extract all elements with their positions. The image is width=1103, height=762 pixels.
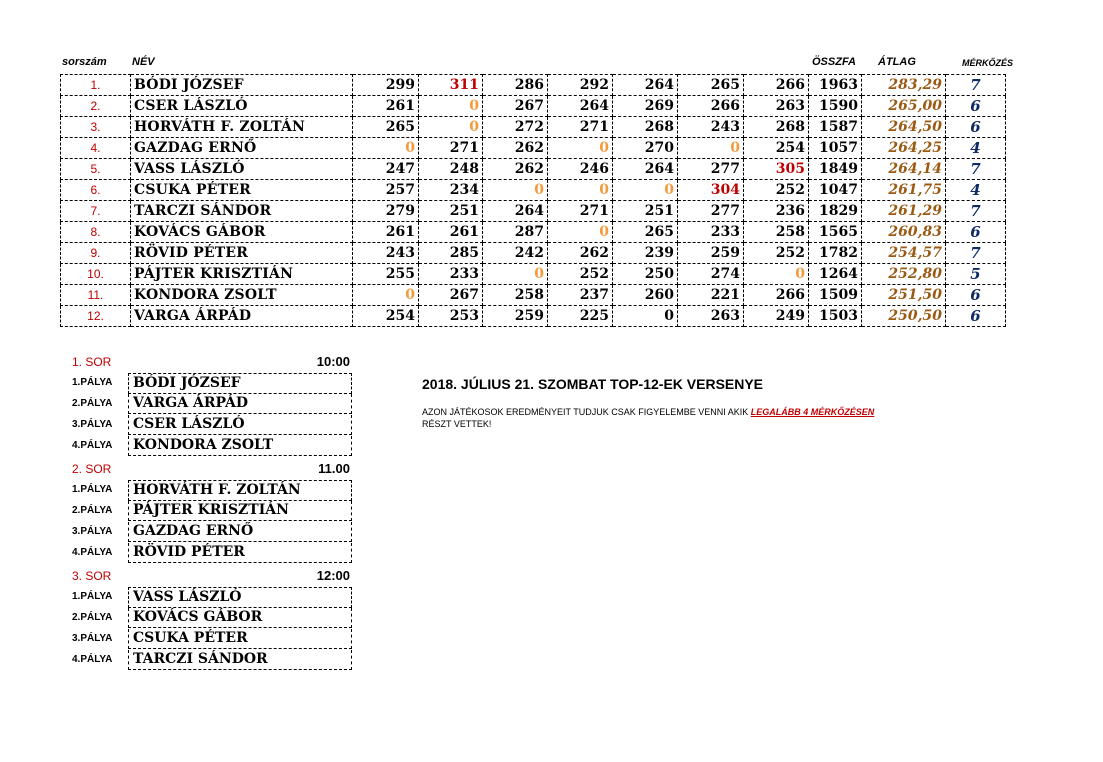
- lane-row: [72, 394, 354, 415]
- score-cell: 236: [744, 201, 809, 222]
- score-cell: 0: [419, 96, 483, 117]
- round-time: 11.00: [318, 461, 350, 476]
- table-row: [61, 138, 1006, 159]
- score-cell: 258: [483, 285, 548, 306]
- lane-row: [72, 415, 354, 436]
- score-cell: 269: [613, 96, 678, 117]
- rank-cell: 6.: [61, 180, 131, 201]
- lane-label: 2.PÁLYA: [72, 612, 113, 623]
- player-name-cell: CSER LÁSZLÓ: [131, 96, 353, 117]
- player-name-cell: VASS LÁSZLÓ: [131, 159, 353, 180]
- rank-cell: 8.: [61, 222, 131, 243]
- score-cell: 247: [353, 159, 419, 180]
- score-cell: 271: [548, 117, 613, 138]
- lane-player-name: VASS LÁSZLÓ: [128, 587, 352, 608]
- score-cell: 268: [613, 117, 678, 138]
- score-cell: 267: [483, 96, 548, 117]
- rank-cell: 7.: [61, 201, 131, 222]
- lane-row: [72, 522, 354, 543]
- matches-cell: 7: [946, 243, 1006, 264]
- header-matches: MÉRKŐZÉS: [962, 58, 1014, 68]
- table-row: [61, 96, 1006, 117]
- table-row: [61, 201, 1006, 222]
- matches-cell: 4: [946, 180, 1006, 201]
- score-cell: 277: [678, 159, 744, 180]
- score-cell: 0: [613, 180, 678, 201]
- matches-cell: 5: [946, 264, 1006, 285]
- table-row: [61, 180, 1006, 201]
- header-rank: sorszám: [62, 56, 107, 68]
- score-cell: 286: [483, 75, 548, 96]
- rank-cell: 11.: [61, 285, 131, 306]
- lane-player-name: HORVÁTH F. ZOLTÁN: [128, 480, 352, 501]
- score-cell: 0: [419, 117, 483, 138]
- note-end: RÉSZT VETTEK!: [422, 419, 492, 429]
- average-cell: 252,80: [862, 264, 946, 285]
- rank-cell: 9.: [61, 243, 131, 264]
- total-cell: 1782: [809, 243, 862, 264]
- lane-player-name: KONDORA ZSOLT: [128, 436, 352, 456]
- score-cell: 254: [353, 306, 419, 327]
- average-cell: 261,29: [862, 201, 946, 222]
- score-cell: 251: [613, 201, 678, 222]
- average-cell: 250,50: [862, 306, 946, 327]
- lane-label: 4.PÁLYA: [72, 440, 113, 451]
- score-cell: 251: [419, 201, 483, 222]
- score-cell: 262: [483, 138, 548, 159]
- matches-cell: 6: [946, 117, 1006, 138]
- table-row: [61, 243, 1006, 264]
- lane-label: 4.PÁLYA: [72, 547, 113, 558]
- score-cell: 221: [678, 285, 744, 306]
- average-cell: 254,57: [862, 243, 946, 264]
- score-cell: 270: [613, 138, 678, 159]
- note-start: AZON JÁTÉKOSOK EREDMÉNYEIT TUDJUK CSAK FIGYELEMBE VENNI AKIK: [422, 407, 751, 417]
- score-cell: 0: [613, 306, 678, 327]
- score-cell: 253: [419, 306, 483, 327]
- score-cell: 0: [353, 285, 419, 306]
- score-cell: 264: [613, 75, 678, 96]
- lane-label: 3.PÁLYA: [72, 633, 113, 644]
- score-cell: 279: [353, 201, 419, 222]
- lane-row: [72, 501, 354, 522]
- average-cell: 261,75: [862, 180, 946, 201]
- lane-label: 4.PÁLYA: [72, 654, 113, 665]
- score-cell: 249: [744, 306, 809, 327]
- lane-label: 2.PÁLYA: [72, 398, 113, 409]
- score-cell: 0: [353, 138, 419, 159]
- table-header: [60, 56, 1020, 72]
- score-cell: 257: [353, 180, 419, 201]
- score-cell: 255: [353, 264, 419, 285]
- lane-player-name: RÖVID PÉTER: [128, 543, 352, 563]
- player-name-cell: CSUKA PÉTER: [131, 180, 353, 201]
- score-cell: 263: [744, 96, 809, 117]
- score-cell: 250: [613, 264, 678, 285]
- score-cell: 262: [548, 243, 613, 264]
- lane-row: [72, 587, 354, 608]
- total-cell: 1565: [809, 222, 862, 243]
- total-cell: 1264: [809, 264, 862, 285]
- average-cell: 264,14: [862, 159, 946, 180]
- lane-label: 1.PÁLYA: [72, 484, 113, 495]
- round-label: 1. SOR: [72, 355, 112, 369]
- average-cell: 283,29: [862, 75, 946, 96]
- table-row: [61, 75, 1006, 96]
- score-cell: 239: [613, 243, 678, 264]
- score-cell: 292: [548, 75, 613, 96]
- matches-cell: 6: [946, 285, 1006, 306]
- rank-cell: 1.: [61, 75, 131, 96]
- round-time: 10:00: [316, 354, 350, 369]
- player-name-cell: KOVÁCS GÁBOR: [131, 222, 353, 243]
- score-cell: 248: [419, 159, 483, 180]
- total-cell: 1963: [809, 75, 862, 96]
- rank-cell: 4.: [61, 138, 131, 159]
- total-cell: 1849: [809, 159, 862, 180]
- matches-cell: 6: [946, 306, 1006, 327]
- score-cell: 266: [744, 285, 809, 306]
- average-cell: 265,00: [862, 96, 946, 117]
- score-cell: 261: [419, 222, 483, 243]
- score-cell: 252: [744, 243, 809, 264]
- score-cell: 259: [483, 306, 548, 327]
- table-row: [61, 285, 1006, 306]
- score-cell: 258: [744, 222, 809, 243]
- score-cell: 264: [613, 159, 678, 180]
- score-cell: 237: [548, 285, 613, 306]
- results-table: [60, 74, 1006, 327]
- average-cell: 264,50: [862, 117, 946, 138]
- total-cell: 1047: [809, 180, 862, 201]
- lane-row: [72, 373, 354, 394]
- lane-row: [72, 629, 354, 650]
- header-name: NÉV: [132, 56, 155, 68]
- score-cell: 0: [744, 264, 809, 285]
- score-cell: 0: [548, 138, 613, 159]
- total-cell: 1503: [809, 306, 862, 327]
- round-header: [72, 461, 352, 479]
- rank-cell: 5.: [61, 159, 131, 180]
- player-name-cell: GAZDAG ERNŐ: [131, 138, 353, 159]
- score-cell: 266: [744, 75, 809, 96]
- lane-player-name: BÓDI JÓZSEF: [128, 373, 352, 394]
- total-cell: 1057: [809, 138, 862, 159]
- score-cell: 305: [744, 159, 809, 180]
- score-cell: 252: [548, 264, 613, 285]
- score-cell: 252: [744, 180, 809, 201]
- round-label: 2. SOR: [72, 462, 112, 476]
- score-cell: 0: [483, 264, 548, 285]
- lane-player-name: GAZDAG ERNŐ: [128, 522, 352, 542]
- score-cell: 311: [419, 75, 483, 96]
- matches-cell: 7: [946, 201, 1006, 222]
- score-cell: 287: [483, 222, 548, 243]
- total-cell: 1590: [809, 96, 862, 117]
- total-cell: 1829: [809, 201, 862, 222]
- score-cell: 0: [483, 180, 548, 201]
- score-cell: 259: [678, 243, 744, 264]
- score-cell: 277: [678, 201, 744, 222]
- score-cell: 267: [419, 285, 483, 306]
- lane-label: 2.PÁLYA: [72, 505, 113, 516]
- score-cell: 0: [548, 180, 613, 201]
- score-cell: 233: [419, 264, 483, 285]
- score-cell: 271: [548, 201, 613, 222]
- player-name-cell: TARCZI SÁNDOR: [131, 201, 353, 222]
- lane-row: [72, 436, 354, 457]
- score-cell: 246: [548, 159, 613, 180]
- lane-player-name: VARGA ÁRPÁD: [128, 394, 352, 414]
- lane-label: 1.PÁLYA: [72, 591, 113, 602]
- score-cell: 242: [483, 243, 548, 264]
- header-average: ÁTLAG: [878, 56, 916, 68]
- lane-row: [72, 608, 354, 629]
- score-cell: 264: [548, 96, 613, 117]
- lane-label: 3.PÁLYA: [72, 526, 113, 537]
- lane-player-name: KOVÁCS GÁBOR: [128, 608, 352, 628]
- round-header: [72, 568, 352, 586]
- lane-label: 3.PÁLYA: [72, 419, 113, 430]
- average-cell: 260,83: [862, 222, 946, 243]
- rank-cell: 3.: [61, 117, 131, 138]
- eligibility-note: [422, 406, 902, 430]
- rank-cell: 12.: [61, 306, 131, 327]
- player-name-cell: PÁJTER KRISZTIÁN: [131, 264, 353, 285]
- total-cell: 1509: [809, 285, 862, 306]
- score-cell: 225: [548, 306, 613, 327]
- score-cell: 266: [678, 96, 744, 117]
- score-cell: 299: [353, 75, 419, 96]
- matches-cell: 7: [946, 75, 1006, 96]
- score-cell: 254: [744, 138, 809, 159]
- score-cell: 260: [613, 285, 678, 306]
- round-header: [72, 354, 352, 372]
- average-cell: 251,50: [862, 285, 946, 306]
- table-row: [61, 306, 1006, 327]
- score-cell: 272: [483, 117, 548, 138]
- score-cell: 261: [353, 96, 419, 117]
- score-cell: 265: [678, 75, 744, 96]
- score-cell: 274: [678, 264, 744, 285]
- rank-cell: 10.: [61, 264, 131, 285]
- rank-cell: 2.: [61, 96, 131, 117]
- score-cell: 268: [744, 117, 809, 138]
- score-cell: 265: [353, 117, 419, 138]
- round-label: 3. SOR: [72, 569, 112, 583]
- score-cell: 261: [353, 222, 419, 243]
- matches-cell: 6: [946, 96, 1006, 117]
- score-cell: 271: [419, 138, 483, 159]
- table-row: [61, 159, 1006, 180]
- score-cell: 0: [678, 138, 744, 159]
- round-time: 12:00: [316, 568, 350, 583]
- table-row: [61, 222, 1006, 243]
- total-cell: 1587: [809, 117, 862, 138]
- lane-player-name: TARCZI SÁNDOR: [128, 650, 352, 670]
- score-cell: 233: [678, 222, 744, 243]
- table-row: [61, 264, 1006, 285]
- player-name-cell: VARGA ÁRPÁD: [131, 306, 353, 327]
- lane-player-name: CSUKA PÉTER: [128, 629, 352, 649]
- score-cell: 264: [483, 201, 548, 222]
- score-cell: 304: [678, 180, 744, 201]
- matches-cell: 7: [946, 159, 1006, 180]
- header-total: ÖSSZFA: [812, 56, 857, 68]
- score-cell: 265: [613, 222, 678, 243]
- average-cell: 264,25: [862, 138, 946, 159]
- lane-player-name: CSER LÁSZLÓ: [128, 415, 352, 435]
- table-row: [61, 117, 1006, 138]
- score-cell: 262: [483, 159, 548, 180]
- score-cell: 0: [548, 222, 613, 243]
- lane-player-name: PÁJTER KRISZTIÁN: [128, 501, 352, 521]
- lane-row: [72, 543, 354, 564]
- lane-row: [72, 480, 354, 501]
- score-cell: 243: [353, 243, 419, 264]
- player-name-cell: HORVÁTH F. ZOLTÁN: [131, 117, 353, 138]
- lane-row: [72, 650, 354, 671]
- score-cell: 234: [419, 180, 483, 201]
- event-title: 2018. JÚLIUS 21. SZOMBAT TOP-12-EK VERSENYE: [422, 376, 764, 392]
- score-cell: 285: [419, 243, 483, 264]
- score-cell: 263: [678, 306, 744, 327]
- matches-cell: 6: [946, 222, 1006, 243]
- player-name-cell: KONDORA ZSOLT: [131, 285, 353, 306]
- score-cell: 243: [678, 117, 744, 138]
- matches-cell: 4: [946, 138, 1006, 159]
- player-name-cell: RÖVID PÉTER: [131, 243, 353, 264]
- note-emphasis: LEGALÁBB 4 MÉRKŐZÉSEN: [750, 407, 875, 417]
- player-name-cell: BÓDI JÓZSEF: [131, 75, 353, 96]
- lane-label: 1.PÁLYA: [72, 377, 113, 388]
